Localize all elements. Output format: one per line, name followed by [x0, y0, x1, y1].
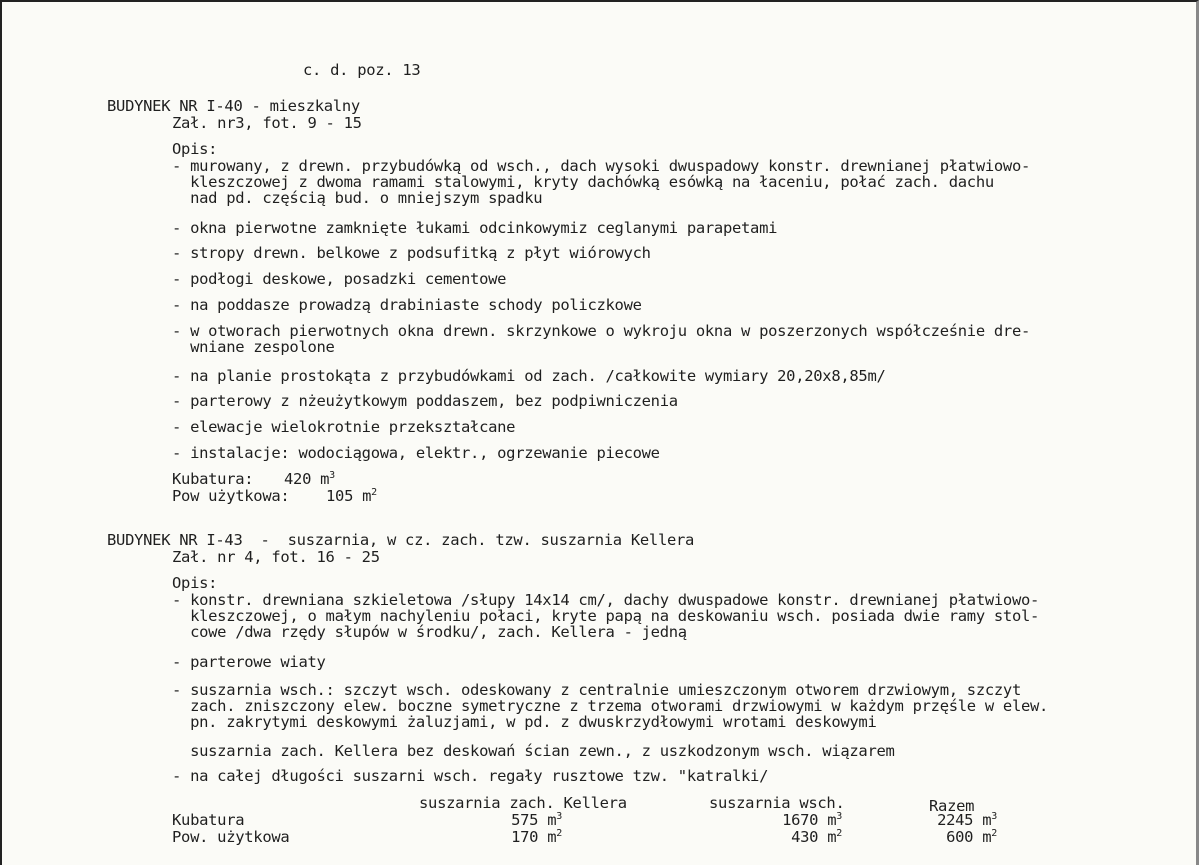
building-1-opis-label: Opis:	[172, 140, 218, 158]
building-2-item: - konstr. drewniana szkieletowa /słupy 14x14 cm/, dachy dwuspadowe konstr. drewnianej płatwiowo- kleszczowej, o małym nachyleniu połaci, kryte papą na deskowaniu wsch. posiada dwie ramy stol- cowe /dwa rzędy słupów w środku/, zach. Kellera - jedną	[172, 591, 1040, 641]
building-2-item: - na całej długości suszarni wsch. regały rusztowe tzw. "katralki/	[172, 767, 769, 785]
building-1-item: - okna pierwotne zamknięte łukami odcinkowymiz ceglanymi parapetami	[172, 219, 778, 237]
table-header-wsch: suszarnia wsch.	[709, 794, 845, 812]
table-cell: 170 $m^2$	[511, 828, 562, 846]
building-1-pow-value: 105 $m^2$	[326, 487, 377, 505]
building-2-item: - suszarnia wsch.: szczyt wsch. odeskowany z centralnie umieszczonym otworem drzwiowym, szczyt zach. zniszczony elew. boczne symetryczne z trzema otworami drzwiowymi w każdym przęśle w elew. pn. zakrytymi deskowymi żaluzjami, w pd. z dwuskrzydłowymi wrotami deskowymi	[172, 681, 1049, 731]
table-cell: 430 $m^2$	[791, 828, 842, 846]
building-1-title: BUDYNEK NR I-40 - mieszkalny	[107, 97, 360, 115]
building-2-ref: Zał. nr 4, fot. 16 - 25	[172, 548, 380, 566]
building-1-item: - instalacje: wodociągowa, elektr., ogrzewanie piecowe	[172, 444, 660, 462]
building-1-item: - murowany, z drewn. przybudówką od wsch., dach wysoki dwuspadowy konstr. drewnianej płatwiowo- kleszczowej z dwoma ramami stalowymi, kryty dachówką esówką na łaceniu, połać zach. dachu nad pd. częścią bud. o mniejszym spadku	[172, 157, 1031, 207]
building-1-item: - na poddasze prowadzą drabiniaste schody policzkowe	[172, 296, 642, 314]
building-1-pow-label: Pow użytkowa:	[172, 487, 290, 505]
building-1-item: - podłogi deskowe, posadzki cementowe	[172, 270, 507, 288]
building-2-title: BUDYNEK NR I-43 - suszarnia, w cz. zach. tzw. suszarnia Kellera	[107, 531, 695, 549]
building-2-item: suszarnia zach. Kellera bez deskowań ścian zewn., z uszkodzonym wsch. wiązarem	[172, 742, 895, 760]
building-1-kubatura-label: Kubatura:	[172, 470, 254, 488]
building-2-item: - parterowe wiaty	[172, 653, 326, 671]
continuation-header: c. d. poz. 13	[303, 61, 421, 79]
building-1-item: - elewacje wielokrotnie przekształcane	[172, 418, 516, 436]
table-header-razem: Razem	[929, 797, 975, 815]
table-cell: 600 $m^2$	[946, 828, 997, 846]
table-row-label: Pow. użytkowa	[172, 828, 290, 846]
building-1-item: - na planie prostokąta z przybudówkami od zach. /całkowite wymiary 20,20x8,85m/	[172, 367, 886, 385]
building-1-item: - parterowy z nżeużytkowym poddaszem, bez podpiwniczenia	[172, 392, 678, 410]
building-2-opis-label: Opis:	[172, 574, 218, 592]
building-1-item: - stropy drewn. belkowe z podsufitką z płyt wiórowych	[172, 244, 651, 262]
table-header-kellera: suszarnia zach. Kellera	[419, 794, 627, 812]
building-1-ref: Zał. nr3, fot. 9 - 15	[172, 114, 362, 132]
building-1-item: - w otworach pierwotnych okna drewn. skrzynkowe o wykroju okna w poszerzonych współcześnie dre- wniane zespolone	[172, 322, 1031, 356]
table-cell: 2245 $m^3$	[937, 811, 997, 829]
table-cell: 575 $m^3$	[511, 811, 562, 829]
building-1-kubatura-value: 420 $m^3$	[284, 470, 335, 488]
table-cell: 1670 $m^3$	[782, 811, 842, 829]
table-row-label: Kubatura	[172, 811, 245, 829]
